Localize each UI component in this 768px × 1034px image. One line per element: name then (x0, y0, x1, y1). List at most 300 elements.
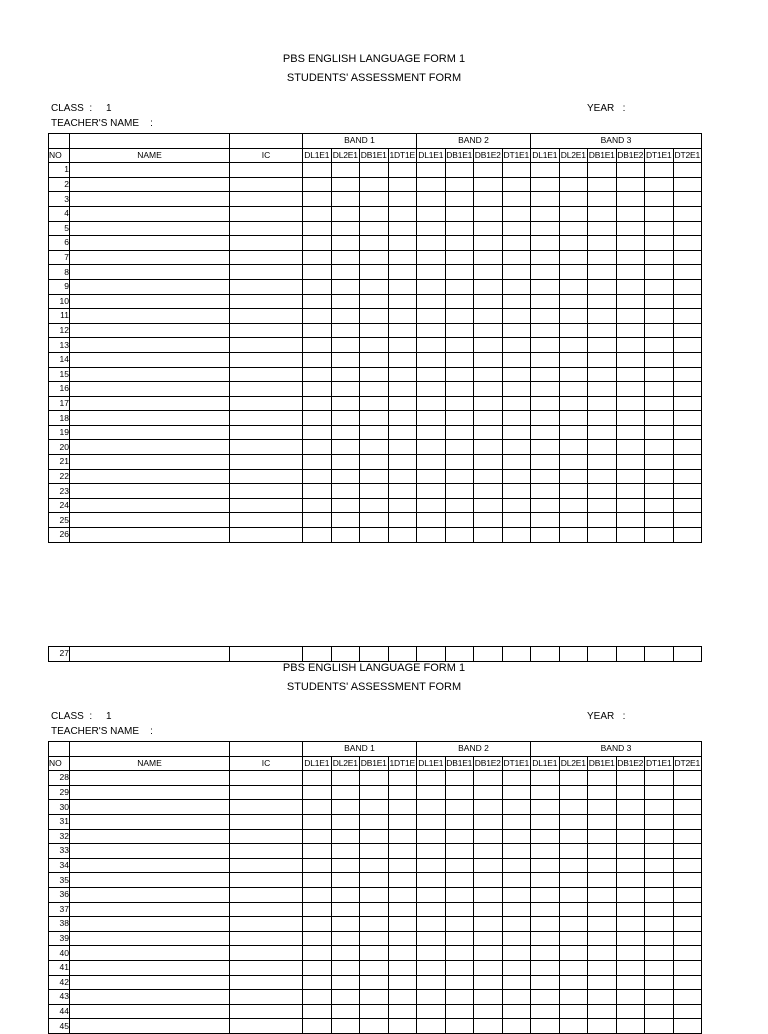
score-cell (645, 1004, 674, 1019)
student-number: 33 (49, 844, 70, 859)
student-number: 38 (49, 917, 70, 932)
score-cell (559, 294, 588, 309)
student-name-cell (70, 221, 230, 236)
student-ic-cell (230, 163, 303, 178)
score-cell (559, 844, 588, 859)
student-ic-cell (230, 960, 303, 975)
score-cell (531, 425, 560, 440)
descriptor-code-header: DT2E1 (673, 756, 702, 771)
score-cell (474, 221, 503, 236)
student-number: 9 (49, 279, 70, 294)
score-cell (531, 960, 560, 975)
score-cell (445, 206, 474, 221)
score-cell (388, 352, 417, 367)
score-cell (331, 829, 360, 844)
descriptor-code-header: DL1E1 (303, 756, 332, 771)
score-cell (559, 814, 588, 829)
score-cell (474, 814, 503, 829)
score-cell (360, 338, 389, 353)
score-cell (559, 323, 588, 338)
score-cell (673, 425, 702, 440)
name-header-blank (70, 742, 230, 757)
score-cell (417, 814, 446, 829)
score-cell (388, 513, 417, 528)
score-cell (531, 236, 560, 251)
score-cell (588, 440, 617, 455)
student-name-cell (70, 771, 230, 786)
score-cell (445, 192, 474, 207)
score-cell (360, 206, 389, 221)
score-cell (474, 396, 503, 411)
student-name-cell (70, 873, 230, 888)
score-cell (502, 309, 531, 324)
score-cell (645, 338, 674, 353)
descriptor-code-header: DL2E1 (559, 148, 588, 163)
score-cell (303, 221, 332, 236)
score-cell (502, 1004, 531, 1019)
score-cell (417, 800, 446, 815)
score-cell (645, 844, 674, 859)
score-cell (360, 221, 389, 236)
score-cell (531, 323, 560, 338)
score-cell (331, 279, 360, 294)
score-cell (502, 771, 531, 786)
student-ic-cell (230, 323, 303, 338)
score-cell (331, 1004, 360, 1019)
score-cell (303, 844, 332, 859)
score-cell (502, 990, 531, 1005)
score-cell (360, 382, 389, 397)
student-ic-cell (230, 844, 303, 859)
student-number: 42 (49, 975, 70, 990)
score-cell (417, 902, 446, 917)
student-ic-cell (230, 192, 303, 207)
score-cell (588, 785, 617, 800)
table-row (49, 221, 702, 236)
score-cell (388, 338, 417, 353)
student-ic-cell (230, 382, 303, 397)
score-cell (645, 279, 674, 294)
score-cell (673, 498, 702, 513)
score-cell (331, 785, 360, 800)
student-ic-cell (230, 528, 303, 543)
student-name-cell (70, 990, 230, 1005)
score-cell (303, 265, 332, 280)
student-number: 37 (49, 902, 70, 917)
score-cell (616, 279, 645, 294)
student-ic-cell (230, 990, 303, 1005)
score-cell (531, 192, 560, 207)
score-cell (588, 236, 617, 251)
student-name-cell (70, 352, 230, 367)
score-cell (588, 338, 617, 353)
score-cell (645, 411, 674, 426)
score-cell (474, 844, 503, 859)
score-cell (502, 323, 531, 338)
student-ic-cell (230, 829, 303, 844)
band-header: BAND 3 (531, 134, 702, 149)
score-cell (502, 647, 531, 662)
score-cell (303, 236, 332, 251)
score-cell (616, 990, 645, 1005)
score-cell (474, 829, 503, 844)
descriptor-code-header: DB1E1 (445, 756, 474, 771)
score-cell (588, 309, 617, 324)
score-cell (445, 396, 474, 411)
score-cell (559, 440, 588, 455)
student-name-cell (70, 814, 230, 829)
score-cell (360, 469, 389, 484)
score-cell (673, 785, 702, 800)
score-cell (559, 309, 588, 324)
score-cell (303, 382, 332, 397)
score-cell (331, 800, 360, 815)
student-number: 29 (49, 785, 70, 800)
descriptor-code-header: DB1E1 (360, 148, 389, 163)
form-title: PBS ENGLISH LANGUAGE FORM 1 (282, 662, 466, 674)
score-cell (588, 858, 617, 873)
score-cell (331, 858, 360, 873)
score-cell (417, 236, 446, 251)
student-ic-cell (230, 873, 303, 888)
score-cell (445, 990, 474, 1005)
no-column-header: NO (49, 148, 70, 163)
score-cell (474, 338, 503, 353)
column-header-row (49, 148, 702, 163)
student-ic-cell (230, 411, 303, 426)
score-cell (474, 528, 503, 543)
score-cell (303, 873, 332, 888)
score-cell (417, 1019, 446, 1034)
score-cell (417, 411, 446, 426)
score-cell (645, 323, 674, 338)
score-cell (531, 771, 560, 786)
score-cell (474, 800, 503, 815)
score-cell (303, 484, 332, 499)
student-ic-cell (230, 800, 303, 815)
score-cell (588, 917, 617, 932)
table-row (49, 177, 702, 192)
score-cell (616, 206, 645, 221)
score-cell (360, 647, 389, 662)
score-cell (360, 265, 389, 280)
score-cell (588, 177, 617, 192)
score-cell (559, 1019, 588, 1034)
score-cell (331, 455, 360, 470)
table-row (49, 469, 702, 484)
score-cell (531, 484, 560, 499)
score-cell (588, 1019, 617, 1034)
score-cell (331, 323, 360, 338)
student-number: 40 (49, 946, 70, 961)
student-ic-cell (230, 484, 303, 499)
teacher-name-label: TEACHER'S NAME : (51, 118, 153, 129)
score-cell (531, 975, 560, 990)
score-cell (502, 396, 531, 411)
score-cell (645, 858, 674, 873)
score-cell (645, 265, 674, 280)
score-cell (559, 771, 588, 786)
table-row (49, 946, 702, 961)
score-cell (645, 221, 674, 236)
descriptor-code-header: DL1E1 (303, 148, 332, 163)
score-cell (616, 844, 645, 859)
student-number: 1 (49, 163, 70, 178)
score-cell (502, 382, 531, 397)
student-ic-cell (230, 814, 303, 829)
band-header: BAND 3 (531, 742, 702, 757)
score-cell (417, 338, 446, 353)
score-cell (588, 513, 617, 528)
score-cell (531, 858, 560, 873)
score-cell (331, 236, 360, 251)
score-cell (588, 990, 617, 1005)
score-cell (559, 513, 588, 528)
descriptor-code-header: DB1E2 (616, 756, 645, 771)
score-cell (673, 352, 702, 367)
descriptor-code-header: DB1E1 (360, 756, 389, 771)
score-cell (673, 513, 702, 528)
student-name-cell (70, 946, 230, 961)
score-cell (645, 309, 674, 324)
score-cell (445, 1019, 474, 1034)
student-name-cell (70, 425, 230, 440)
score-cell (616, 367, 645, 382)
table-row (49, 425, 702, 440)
score-cell (645, 975, 674, 990)
student-number: 24 (49, 498, 70, 513)
score-cell (502, 513, 531, 528)
student-name-cell (70, 800, 230, 815)
score-cell (616, 902, 645, 917)
score-cell (588, 279, 617, 294)
score-cell (388, 887, 417, 902)
score-cell (502, 411, 531, 426)
score-cell (588, 844, 617, 859)
descriptor-code-header: DB1E2 (616, 148, 645, 163)
score-cell (474, 771, 503, 786)
score-cell (673, 177, 702, 192)
score-cell (673, 1004, 702, 1019)
score-cell (588, 975, 617, 990)
score-cell (388, 294, 417, 309)
score-cell (616, 163, 645, 178)
score-cell (531, 917, 560, 932)
score-cell (502, 814, 531, 829)
score-cell (417, 163, 446, 178)
score-cell (445, 309, 474, 324)
score-cell (502, 902, 531, 917)
score-cell (417, 873, 446, 888)
student-ic-cell (230, 206, 303, 221)
table-row (49, 338, 702, 353)
score-cell (673, 206, 702, 221)
assessment-table (48, 133, 702, 543)
score-cell (559, 367, 588, 382)
score-cell (645, 367, 674, 382)
student-ic-cell (230, 785, 303, 800)
score-cell (360, 440, 389, 455)
score-cell (502, 844, 531, 859)
score-cell (445, 902, 474, 917)
score-cell (588, 455, 617, 470)
score-cell (616, 887, 645, 902)
descriptor-code-header: DL1E1 (417, 756, 446, 771)
descriptor-code-header: DT1E1 (645, 148, 674, 163)
score-cell (502, 440, 531, 455)
score-cell (645, 513, 674, 528)
student-name-cell (70, 528, 230, 543)
score-cell (360, 513, 389, 528)
score-cell (445, 800, 474, 815)
score-cell (445, 484, 474, 499)
score-cell (588, 946, 617, 961)
score-cell (531, 265, 560, 280)
band-header-row (49, 134, 702, 149)
score-cell (331, 498, 360, 513)
score-cell (588, 469, 617, 484)
student-number: 43 (49, 990, 70, 1005)
score-cell (645, 236, 674, 251)
score-cell (588, 1004, 617, 1019)
score-cell (559, 338, 588, 353)
score-cell (303, 294, 332, 309)
score-cell (417, 844, 446, 859)
table-row (49, 279, 702, 294)
score-cell (645, 946, 674, 961)
score-cell (388, 192, 417, 207)
score-cell (445, 785, 474, 800)
score-cell (445, 771, 474, 786)
student-number: 41 (49, 960, 70, 975)
descriptor-code-header: 1DT1E (388, 148, 417, 163)
student-name-cell (70, 844, 230, 859)
score-cell (616, 873, 645, 888)
score-cell (417, 946, 446, 961)
score-cell (417, 647, 446, 662)
score-cell (360, 917, 389, 932)
score-cell (303, 367, 332, 382)
score-cell (303, 960, 332, 975)
score-cell (388, 236, 417, 251)
score-cell (531, 528, 560, 543)
score-cell (531, 873, 560, 888)
student-name-cell (70, 192, 230, 207)
score-cell (616, 931, 645, 946)
student-ic-cell (230, 513, 303, 528)
student-number: 15 (49, 367, 70, 382)
descriptor-code-header: DT2E1 (673, 148, 702, 163)
score-cell (502, 1019, 531, 1034)
score-cell (303, 469, 332, 484)
score-cell (388, 990, 417, 1005)
score-cell (559, 455, 588, 470)
student-number: 7 (49, 250, 70, 265)
score-cell (388, 528, 417, 543)
score-cell (645, 163, 674, 178)
score-cell (417, 440, 446, 455)
score-cell (303, 411, 332, 426)
score-cell (360, 352, 389, 367)
score-cell (645, 294, 674, 309)
score-cell (616, 647, 645, 662)
table-row (49, 528, 702, 543)
score-cell (417, 469, 446, 484)
score-cell (388, 946, 417, 961)
score-cell (388, 367, 417, 382)
student-ic-cell (230, 498, 303, 513)
score-cell (588, 498, 617, 513)
score-cell (531, 498, 560, 513)
descriptor-code-header: DL2E1 (331, 756, 360, 771)
score-cell (616, 294, 645, 309)
score-cell (502, 785, 531, 800)
student-name-cell (70, 396, 230, 411)
student-name-cell (70, 887, 230, 902)
descriptor-code-header: DB1E1 (588, 756, 617, 771)
score-cell (559, 902, 588, 917)
score-cell (673, 902, 702, 917)
score-cell (474, 455, 503, 470)
score-cell (502, 873, 531, 888)
student-name-cell (70, 513, 230, 528)
score-cell (331, 990, 360, 1005)
descriptor-code-header: DL2E1 (331, 148, 360, 163)
score-cell (474, 647, 503, 662)
score-cell (673, 887, 702, 902)
score-cell (559, 206, 588, 221)
score-cell (360, 367, 389, 382)
table-row (49, 396, 702, 411)
score-cell (445, 498, 474, 513)
score-cell (588, 873, 617, 888)
table-row (49, 887, 702, 902)
column-header-row (49, 756, 702, 771)
score-cell (531, 206, 560, 221)
score-cell (645, 440, 674, 455)
score-cell (502, 265, 531, 280)
score-cell (474, 858, 503, 873)
score-cell (673, 960, 702, 975)
score-cell (531, 887, 560, 902)
score-cell (331, 294, 360, 309)
score-cell (360, 1019, 389, 1034)
table-row (49, 352, 702, 367)
student-ic-cell (230, 279, 303, 294)
student-ic-cell (230, 236, 303, 251)
score-cell (531, 352, 560, 367)
ic-column-header: IC (230, 756, 303, 771)
score-cell (388, 250, 417, 265)
score-cell (616, 265, 645, 280)
table-row (49, 975, 702, 990)
score-cell (331, 647, 360, 662)
score-cell (331, 902, 360, 917)
score-cell (673, 163, 702, 178)
score-cell (645, 785, 674, 800)
score-cell (474, 469, 503, 484)
score-cell (559, 382, 588, 397)
score-cell (616, 221, 645, 236)
score-cell (417, 265, 446, 280)
score-cell (616, 484, 645, 499)
score-cell (588, 800, 617, 815)
score-cell (616, 960, 645, 975)
student-ic-cell (230, 902, 303, 917)
score-cell (445, 425, 474, 440)
score-cell (360, 1004, 389, 1019)
score-cell (360, 323, 389, 338)
